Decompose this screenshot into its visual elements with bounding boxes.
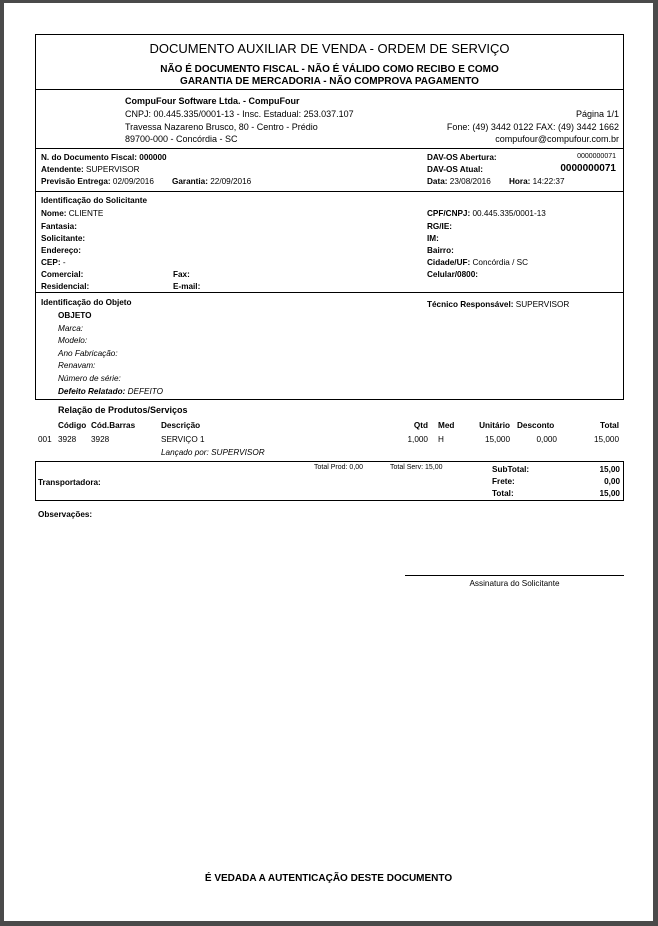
- requester-fantasy: Fantasia:: [41, 222, 77, 231]
- total-services: Total Serv: 15,00: [390, 464, 443, 471]
- requester-city: Cidade/UF: Concórdia / SC: [427, 258, 529, 267]
- requester-email: E-mail:: [173, 282, 201, 291]
- company-cnpj: CNPJ: 00.445.335/0001-13 - Insc. Estadual: 253.037.107: [125, 109, 354, 119]
- company-address: Travessa Nazareno Brusco, 80 - Centro - Prédio: [125, 122, 318, 132]
- company-phone-fax: Fone: (49) 3442 0122 FAX: (49) 3442 1662: [446, 122, 619, 132]
- col-qty: Qtd: [413, 421, 428, 430]
- document-divider: [35, 191, 624, 192]
- freight-label: Frete:: [492, 477, 515, 486]
- requester-divider: [35, 292, 624, 293]
- requester-fax: Fax:: [173, 270, 190, 279]
- subtotal-value: 15,00: [599, 465, 620, 474]
- object-defect: Defeito Relatado: DEFEITO: [58, 387, 163, 396]
- carrier-label: Transportadora:: [38, 478, 101, 487]
- dav-current-value: 0000000071: [560, 163, 616, 174]
- document-title: DOCUMENTO AUXILIAR DE VENDA - ORDEM DE SERVIÇO: [149, 41, 510, 56]
- signature-label: Assinatura do Solicitante: [469, 579, 560, 588]
- requester-address: Endereço:: [41, 246, 82, 255]
- object-name: OBJETO: [58, 311, 92, 320]
- requester-im: IM:: [427, 234, 439, 243]
- object-year: Ano Fabricação:: [58, 349, 118, 358]
- requester-section-title: Identificação do Solicitante: [41, 196, 148, 205]
- col-total: Total: [600, 421, 619, 430]
- col-description: Descrição: [161, 421, 201, 430]
- fiscal-doc-number: N. do Documento Fiscal: 000000: [41, 153, 167, 162]
- object-model: Modelo:: [58, 336, 88, 345]
- requester-mobile: Celular/0800:: [427, 270, 478, 279]
- row-code: 3928: [58, 435, 77, 444]
- requester-cpf: CPF/CNPJ: 00.445.335/0001-13: [427, 209, 546, 218]
- products-section-title: Relação de Produtos/Serviços: [58, 405, 188, 415]
- row-discount: 0,000: [536, 435, 557, 444]
- object-renavam: Renavam:: [58, 361, 96, 370]
- requester-district: Bairro:: [427, 246, 454, 255]
- object-section-title: Identificação do Objeto: [41, 298, 132, 307]
- disclaimer-line-2: GARANTIA DE MERCADORIA - NÃO COMPROVA PAGAMENTO: [180, 76, 479, 87]
- requester-commercial: Comercial:: [41, 270, 84, 279]
- technician: Técnico Responsável: SUPERVISOR: [427, 300, 570, 309]
- requester-cep: CEP: -: [41, 258, 66, 267]
- col-barcode: Cód.Barras: [91, 421, 136, 430]
- document-time: Hora: 14:22:37: [509, 177, 565, 186]
- requester-solicitant: Solicitante:: [41, 234, 86, 243]
- company-cep-city: 89700-000 - Concórdia - SC: [125, 134, 238, 144]
- dav-open-label: DAV-OS Abertura:: [427, 153, 497, 162]
- object-brand: Marca:: [58, 324, 84, 333]
- row-unit: H: [438, 435, 444, 444]
- total-label: Total:: [492, 489, 514, 498]
- disclaimer-line-1: NÃO É DOCUMENTO FISCAL - NÃO É VÁLIDO COMO RECIBO E COMO: [160, 64, 499, 75]
- dav-current-label: DAV-OS Atual:: [427, 165, 483, 174]
- company-divider: [35, 148, 624, 149]
- row-description: SERVIÇO 1: [161, 435, 205, 444]
- row-barcode: 3928: [91, 435, 110, 444]
- requester-name: Nome: CLIENTE: [41, 209, 104, 218]
- row-unit-price: 15,000: [484, 435, 510, 444]
- observations-label: Observações:: [38, 510, 93, 519]
- object-serial: Número de série:: [58, 374, 121, 383]
- document-date: Data: 23/08/2016: [427, 177, 491, 186]
- row-total: 15,000: [593, 435, 619, 444]
- attendant: Atendente: SUPERVISOR: [41, 165, 140, 174]
- row-qty: 1,000: [407, 435, 428, 444]
- col-code: Código: [58, 421, 87, 430]
- page-number: Página 1/1: [575, 109, 619, 119]
- col-unit-price: Unitário: [479, 421, 510, 430]
- row-item: 001: [38, 435, 52, 444]
- signature-line: [405, 575, 624, 576]
- dav-open-value: 0000000071: [577, 153, 616, 160]
- col-discount: Desconto: [517, 421, 555, 430]
- warranty: Garantia: 22/09/2016: [172, 177, 252, 186]
- authentication-notice: É VEDADA A AUTENTICAÇÃO DESTE DOCUMENTO: [204, 873, 453, 884]
- header-divider: [35, 89, 624, 90]
- requester-residential: Residencial:: [41, 282, 90, 291]
- subtotal-label: SubTotal:: [492, 465, 530, 474]
- company-name: CompuFour Software Ltda. - CompuFour: [125, 96, 300, 106]
- row-note: Lançado por: SUPERVISOR: [161, 448, 265, 457]
- col-unit: Med: [438, 421, 455, 430]
- total-products: Total Prod: 0,00: [314, 464, 364, 471]
- freight-value: 0,00: [604, 477, 620, 486]
- total-value: 15,00: [599, 489, 620, 498]
- company-email: compufour@compufour.com.br: [495, 134, 619, 144]
- document-page: [4, 3, 653, 921]
- requester-rg: RG/IE:: [427, 222, 453, 231]
- delivery-forecast: Previsão Entrega: 02/09/2016: [41, 177, 154, 186]
